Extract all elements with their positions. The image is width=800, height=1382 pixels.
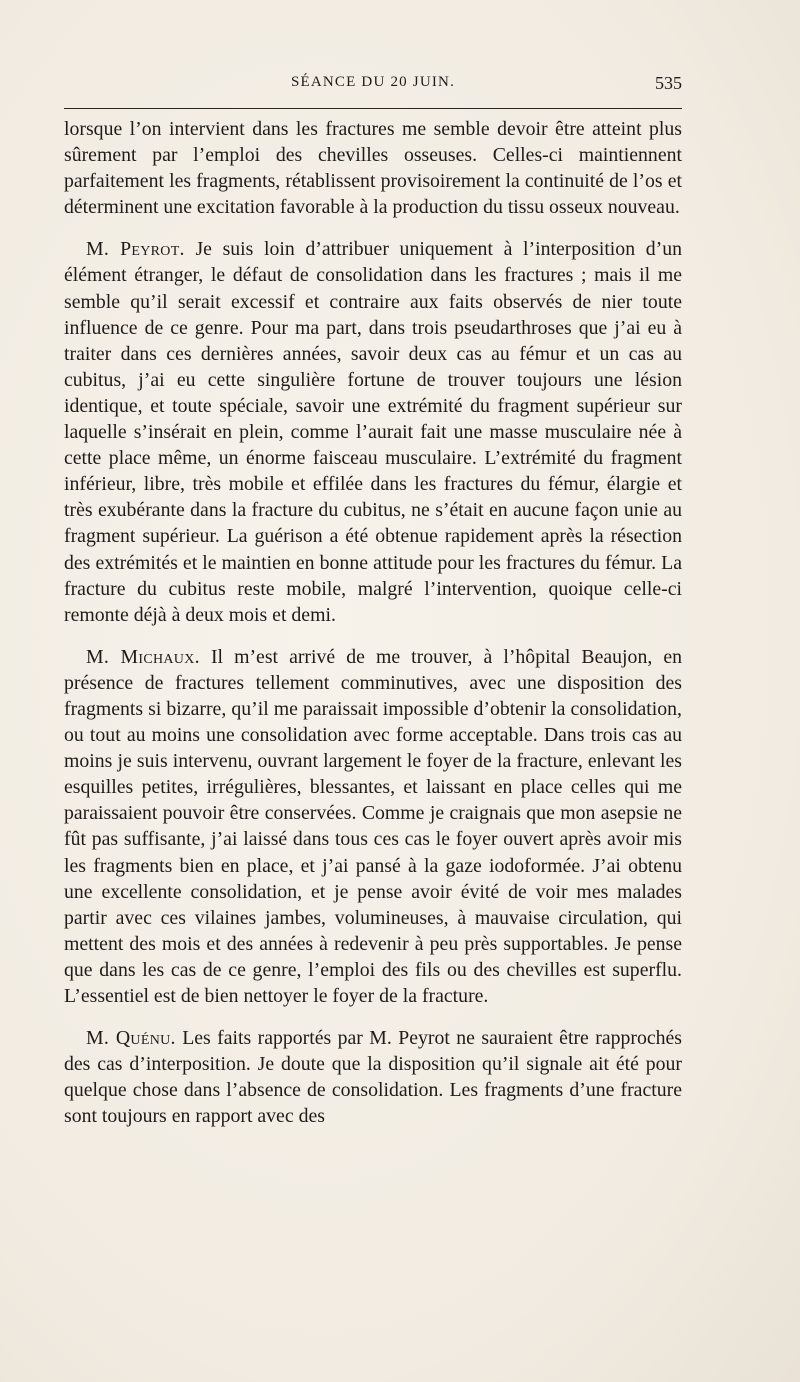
speaker-name: M. Michaux. [86, 645, 200, 668]
paragraph-text: Il m’est arrivé de me trouver, à l’hôpital Beaujon, en présence de fractures tellement comminutives, avec une disposition des fragments si bizarre, qu’il me paraissait impossible d’obtenir la consolidation, ou tout au moins une consolidation avec forme acceptable. Dans trois cas au moins je suis intervenu, ouvrant largement le foyer de la fracture, enlevant les esquilles petites, irrégulières, blessantes, et laissant en place celles qui me paraissaient pouvoir être conservées. Comme je craignais que mon asepsie ne fût pas suffisante, j’ai laissé dans tous ces cas le foyer ouvert après avoir mis les fragments bien en place, et j’ai pansé à la gaze iodoformée. J’ai obtenu une excellente consolidation, et je pense avoir évité de voir mes malades partir avec ces vilaines jambes, volumineuses, à mauvaise circulation, qui mettent des mois et des années à redevenir à peu près supportables. Je pense que dans les cas de ce genre, l’emploi des fils ou des chevilles est superflu. L’essentiel est de bien nettoyer le foyer de la fracture. [64, 645, 682, 1007]
body-text [64, 116, 682, 1129]
speaker-name: M. Quénu. [86, 1027, 176, 1050]
paragraph-text: Les faits rapportés par M. Peyrot ne sauraient être rapprochés des cas d’interposition. Je doute que la disposition qu’il signale ait été pour quelque chose dans l’absence de consolidation. Les fragments d’une fracture sont toujours en rapport avec des [64, 1027, 683, 1128]
page-number: 535 [655, 73, 682, 93]
paragraph-text: lorsque l’on intervient dans les fractures me semble devoir être atteint plus sûrement par l’emploi des chevilles osseuses. Celles-ci maintiennent parfaitement les fragments, rétablissent provisoirement la continuité de l’os et déterminent une excitation favorable à la production du tissu osseux nouveau. [64, 118, 682, 219]
paragraph-text: Je suis loin d’attribuer uniquement à l’interposition d’un élément étranger, le défaut de consolidation dans les fractures ; mais il me semble qu’il serait excessif et contraire aux faits observés de nier toute influence de ce genre. Pour ma part, dans trois pseudarthroses que j’ai eu à traiter dans ces dernières années, savoir deux cas au fémur et un cas au cubitus, j’ai eu cette singulière fortune de trouver toujours une lésion identique, et toute spéciale, savoir une extrémité du fragment supérieur sur laquelle s’insérait en plein, comme l’aurait fait une masse musculaire née à cette place même, un énorme faisceau musculaire. L’extrémité du fragment inférieur, libre, très mobile et effilée dans les fractures du fémur, élargie et très exubérante dans la fracture du cubitus, ne s’était en aucune façon unie au fragment supérieur. La guérison a été obtenue rapidement après la résection des extrémités et le maintien en bonne attitude pour les fractures du fémur. La fracture du cubitus reste mobile, malgré l’intervention, quoique celle-ci remonte déjà à deux mois et demi. [64, 238, 682, 626]
paragraph-peyrot [64, 236, 682, 627]
paragraph-quenu [64, 1025, 682, 1129]
page-header [64, 74, 682, 102]
paragraph-michaux [64, 644, 682, 1009]
speaker-name: M. Peyrot. [86, 238, 185, 261]
running-title: SÉANCE DU 20 JUIN. [290, 74, 456, 90]
paragraph-continuation [64, 116, 682, 220]
header-rule [64, 108, 682, 109]
